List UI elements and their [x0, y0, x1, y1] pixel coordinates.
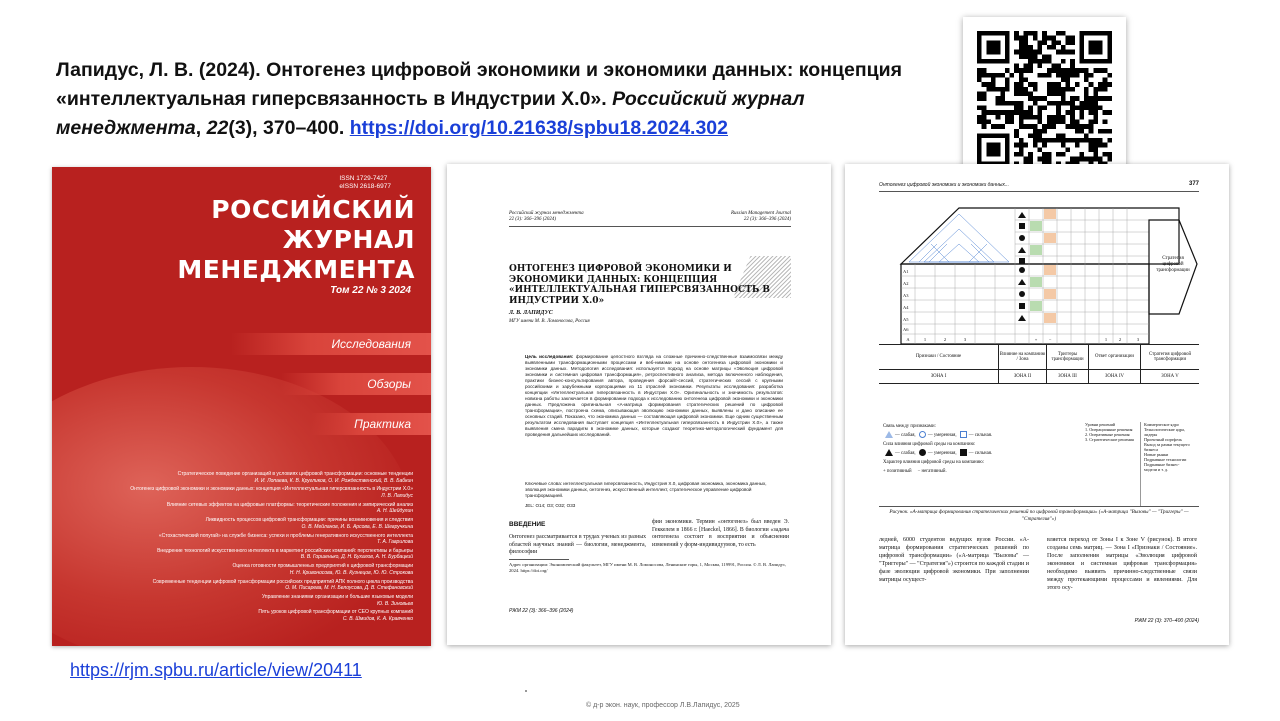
matrix-row-label: A1: [903, 269, 909, 274]
cover-article: [60, 533, 413, 546]
article-abstract: [525, 354, 783, 438]
page-running-header: Онтогенез цифровой экономики и экономики данных...: [879, 182, 1010, 188]
matrix-zone-table: [879, 344, 1199, 384]
cover-article-title: Онтогенез цифровой экономики и экономики данных: концепция «Интеллектуальная гиперсвязанность в Индустрии Х.0»: [130, 486, 413, 493]
cover-article-authors: О. М. Писарева, М. Н. Белоусова, Д. В. Стефановский: [285, 585, 413, 592]
caption-divider: [879, 506, 1199, 507]
matrix-legend: [883, 422, 1059, 476]
zone-item: Технологические ядра, лидеры: [1144, 427, 1185, 437]
legend-moderate: — умеренная,: [927, 433, 957, 438]
intro-column-right: фии экономики. Термин «онтогенез» был введен Э. Геккелем в 1866 г. [Haeckel, 1866]. В биологии «задача онтогенеза состоит в восприятии и объяснении изменений у форм-индивидуумов, то есть: [652, 519, 789, 548]
matrix-row-labels: [903, 269, 909, 332]
zone-item: Уровни решений: [1085, 422, 1116, 427]
citation-sep: ,: [195, 117, 207, 139]
journal-name-en: Russian Management Journal: [731, 211, 791, 216]
matrix-row-label: A3: [903, 293, 909, 298]
zone-details: [1085, 422, 1199, 506]
cover-article-title: Влияние сетевых эффектов на цифровые платформы: теоретические положения и эмпирический анализ: [166, 501, 413, 508]
matrix-bottom-label: 1: [923, 337, 927, 342]
legend-force-row: [883, 449, 1059, 458]
intro-heading: ВВЕДЕНИЕ: [509, 521, 546, 528]
matrix-bottom-label: −: [1048, 337, 1052, 342]
cover-article: [60, 502, 413, 515]
citation-issue-pages: (3), 370–400.: [228, 117, 350, 139]
page-folio: РЖМ 22 (3): 370–400 (2024): [1134, 618, 1199, 624]
cover-article-authors: И. И. Лопаева, К. В. Кругликов, О. И. Рождественский, В. В. Бабкин: [254, 477, 413, 484]
cover-issn: [339, 175, 391, 191]
citation-volume: 22: [206, 117, 229, 139]
legend-moderate: — умеренная,: [927, 451, 957, 456]
cover-article: [60, 609, 413, 622]
zone-header-cell: Триггеры трансформации: [1047, 345, 1089, 369]
cover-article-title: Ликвидность процессов цифровой трансформации: причины возникновения и следствия: [205, 517, 413, 524]
article-title: ОНТОГЕНЕЗ ЦИФРОВОЙ ЭКОНОМИКИ И ЭКОНОМИКИ ДАННЫХ: КОНЦЕПЦИЯ «ИНТЕЛЛЕКТУАЛЬНАЯ ГИПЕРСВЯЗАННОСТЬ В ИНДУСТРИИ Х.0»: [509, 264, 771, 306]
zone-v-details: [1140, 422, 1195, 506]
legend-links-title: Связь между признаками:: [883, 424, 936, 429]
article-figure-page: [845, 164, 1229, 645]
body-column-left: ледней, 6000 студентов ведущих вузов России. «А-матрица формирования стратегических решений по цифровой трансформации» («А-матрица "Вызовы" — "Триггеры" — "Стратегия"») строится по каждой стадии и фазе эволюции цифровой экономики. При заполнении матрицы осущест-: [879, 537, 1029, 583]
zone-cell: ЗОНА V: [1161, 374, 1179, 379]
footnote-divider: [509, 559, 569, 560]
cover-section-research: Исследования: [231, 333, 431, 355]
legend-char-row: [883, 467, 1059, 476]
zone-cell: ЗОНА III: [1047, 370, 1089, 383]
cover-article: [60, 517, 413, 530]
cover-title-line: МЕНЕДЖМЕНТА: [177, 255, 415, 284]
moderate-link-icon: [919, 431, 926, 438]
article-author: Л. В. ЛАПИДУС: [509, 310, 553, 316]
matrix-bottom-label: 2: [943, 337, 947, 342]
article-keywords: Ключевые слова: интеллектуальная гиперсвязанность, Индустрия Х.0, цифровая экономика, экономика данных, эволюция экономики данных, онтогенез, искусственный интеллект, стратегическое управление цифровой трансформацией.: [525, 481, 767, 498]
citation-authors-title: Лапидус, Л. В. (2024). Онтогенез цифровой экономики и экономики данных: концепция «интеллектуальная гиперсвязанность в Индустрии Х.0».: [56, 59, 902, 110]
cover-article-authors: А. Н. Шейдулин: [376, 508, 413, 515]
cover-article: [60, 548, 413, 561]
article-jel: JEL: O14; O3; O32; O33: [525, 503, 576, 508]
doi-link[interactable]: https://doi.org/10.21638/spbu18.2024.302: [349, 117, 728, 139]
zone-header-cell: Ответ организации: [1089, 345, 1141, 369]
legend-char-title: Характер влияния цифровой среды на компанию:: [883, 460, 985, 465]
zone-item: Выход за рамки текущего бизнеса: [1144, 442, 1190, 452]
journal-issue-en: 22 (3): 366–396 (2024): [743, 217, 791, 222]
cover-article-authors: С. В. Шмидов, К. А. Кравченко: [342, 615, 413, 622]
matrix-bottom-labels: [906, 337, 1140, 342]
cover-article-title: Управление знаниями организации и большие языковые модели: [261, 594, 413, 600]
copyright-notice: © д-р экон. наук, профессор Л.В.Лапидус, 2025: [586, 702, 740, 709]
zone-header-cell: Признаки / Состояние: [879, 345, 999, 369]
cover-article-title: Современные тенденции цифровой трансформации российских предприятий АПК полного цикла производства: [152, 578, 413, 585]
zone-table-header: [879, 344, 1199, 370]
article-web-link[interactable]: https://rjm.spbu.ru/article/view/20411: [70, 660, 362, 680]
article-affiliation: МГУ имени М. В. Ломоносова, Россия: [509, 319, 590, 324]
cover-title-line: РОССИЙСКИЙ: [211, 195, 415, 224]
figure-caption: Рисунок. «А-матрица формирования стратегических решений по цифровой трансформации» («А-матрица "Вызовы" — "Триггеры" — "Стратегия"»): [889, 509, 1189, 522]
header-divider: [879, 191, 1199, 192]
matrix-influence-symbols: [1018, 212, 1026, 321]
cover-article-authors: В. В. Горшенько, Д. Н. Бухалов, А. Н. Бурбацкий: [300, 554, 413, 561]
zone-header-cell: Стратегия цифровой трансформации: [1148, 351, 1192, 362]
cover-article-title: «Стохастический попугай» на службе бизнеса: успехи и проблемы генеративного искусственного интеллекта: [158, 532, 413, 539]
matrix-row-label: A4: [903, 305, 909, 310]
a-matrix-diagram: [879, 204, 1199, 344]
zone-item: 3. Стратегические решения: [1085, 437, 1134, 442]
matrix-strategy-label-1: Стратегия цифровой трансформации: [1156, 256, 1190, 273]
cover-article-title: Пять уроков цифровой трансформации от СЕО крупных компаний: [258, 609, 413, 616]
legend-negative: − негативный.: [917, 469, 947, 474]
qr-code: [963, 17, 1126, 180]
legend-positive: + позитивный: [883, 469, 912, 474]
article-first-page: [447, 164, 831, 645]
moderate-force-icon: [919, 449, 926, 456]
page-header-right: [731, 211, 791, 223]
zone-cell: ЗОНА I: [879, 370, 999, 383]
zone-item: Подрывные бизнес-модели и т. д.: [1144, 462, 1180, 472]
legend-weak: — слабая,: [895, 433, 916, 438]
matrix-bottom-label: 3: [1136, 337, 1140, 342]
cover-section-reviews: Обзоры: [281, 373, 431, 395]
cover-section-practice: Практика: [311, 413, 431, 435]
journal-name-ru: Российский журнал менеджмента: [509, 211, 584, 216]
cover-article-authors: Л. В. Лапидус: [381, 492, 413, 499]
cover-article-authors: Н. Н. Кривоносова, Ю. В. Кузнецов, Ю. Ю. Строкова: [289, 569, 413, 576]
matrix-roof-links: [909, 214, 1009, 262]
cover-article: [60, 579, 413, 592]
abstract-label: Цель исследования:: [525, 354, 574, 359]
cover-article-title: Внедрение технологий искусственного интеллекта в маркетинг российских компаний: перспективы и барьеры: [157, 547, 413, 554]
matrix-bottom-label: A: [906, 337, 910, 342]
zone-item: Проектный портфель: [1144, 437, 1183, 442]
zone-header-cell: Влияние на компанию / Зона: [999, 345, 1047, 369]
journal-issue-ru: 22 (3): 366–396 (2024): [509, 217, 557, 222]
legend-strong: — сильная.: [968, 451, 993, 456]
matrix-orange-cells: [1044, 209, 1056, 323]
legend-weak: — слабая,: [895, 451, 916, 456]
cover-article-title: Оценка готовности промышленных предприятий к цифровой трансформации: [232, 563, 413, 570]
matrix-bottom-label: 2: [1118, 337, 1122, 342]
legend-force-title: Сила влияния цифровой среды на компанию:: [883, 442, 976, 447]
stray-dot: [525, 690, 527, 692]
legend-links-row: [883, 431, 1059, 440]
cover-issn-print: ISSN 1729-7427: [339, 175, 388, 182]
matrix-row-label: A6: [903, 327, 909, 332]
cover-article: [60, 594, 413, 607]
matrix-row-label: A5: [903, 317, 909, 322]
cover-volume: Том 22 № 3 2024: [330, 285, 411, 296]
zone-cell: ЗОНА IV: [1089, 370, 1141, 383]
zone-item: 2. Оперативные решения: [1085, 432, 1130, 437]
body-column-right: вляется переход от Зоны I к Зоне V (рисунок). В итоге созданы семь матриц. — Зона I «Признаки / Состояние». После заполнения матрицы «Эволюция цифровой экономики и системная цифровая трансформация» необходимо выявить причинно-следственные связи между протекающими процессами и явлениями. Для этого осу-: [1047, 537, 1197, 591]
cover-title: [177, 195, 415, 285]
weak-force-icon: [885, 449, 893, 456]
matrix-green-cells: [1030, 221, 1042, 311]
zone-iv-details: [1085, 422, 1140, 506]
cover-article-authors: Ю. В. Зиновьев: [376, 600, 413, 607]
citation-journal: Российский журнал менеджмента: [56, 88, 805, 139]
cover-article: [60, 471, 413, 484]
zone-item: Новые рынки: [1144, 452, 1169, 457]
journal-cover: [52, 167, 431, 646]
page-header-left: [509, 211, 584, 223]
cover-article-authors: Т. А. Гаврилова: [377, 539, 413, 546]
qr-code-icon: [977, 31, 1112, 166]
strong-link-icon: [960, 431, 967, 438]
header-divider: [509, 226, 791, 227]
zone-item: 1. Операционные решения: [1085, 427, 1133, 432]
citation-text: [56, 56, 946, 143]
cover-issn-electronic: eISSN 2618-6977: [339, 183, 391, 190]
strong-force-icon: [960, 449, 967, 456]
zone-cell: ЗОНА II: [999, 370, 1047, 383]
matrix-strategy-arrow: [1149, 220, 1197, 314]
zone-table-row: [879, 370, 1199, 384]
page-footnote: Адрес организации: Экономический факультет, МГУ имени М. В. Ломоносова, Ленинские горы, 1, Москва, 119991, Россия. © Л. В. Лапидус, 2024. https://doi.org/: [509, 562, 787, 573]
page-number: 377: [1188, 181, 1199, 187]
cover-title-line: ЖУРНАЛ: [282, 225, 415, 254]
cover-article-list: [60, 471, 413, 625]
matrix-bottom-label: 3: [963, 337, 967, 342]
cover-article-title: Стратегическое поведение организаций в условиях цифровой трансформации: основные тенденции: [177, 471, 413, 477]
cover-article-authors: О. В. Мейланов, И. Б. Арсова, Е. В. Шевручкина: [301, 523, 413, 530]
zone-item: Подрывные технологии: [1144, 457, 1187, 462]
weak-link-icon: [885, 431, 893, 438]
page-folio: РЖМ 22 (3): 366–396 (2024): [509, 608, 574, 614]
cover-article: [60, 563, 413, 576]
matrix-bottom-label: +: [1034, 337, 1038, 342]
cover-article: [60, 486, 413, 499]
matrix-bottom-label: 1: [1104, 337, 1108, 342]
abstract-text: формирование целостного взгляда на сложные причинно-следственные взаимосвязи между выявленными трансформационными процессами и веб-нимами на основе онтогенеза цифровой экономики и экономики данных. Методология исследования: используется подход на основе матрицы «Эволюция цифровой экономики и системная цифровая трансформация», ретроспективного анализа, метода включенного наблюдения, практики бизнес-консультирования автора, проведения форсайт-сессий, стратегических сессий с крупными российскими и зарубежными корпорациями из 11 отраслей экономики. Результаты исследования: разработка концепции «Интеллектуальная гиперсвязанность в Индустрии Х.0». Оригинальность и значимость результатов: новизна работы заключается в формировании подхода к исследованию онтогенеза цифровой экономики и экономики данных. Предложена оригинальная «А-матрица формирования стратегических решений по цифровой трансформации», построена схема, описывающая эволюцию экономики данных, выявлены и дано описание ее основных стадий. Показано, что экономика данных — составляющая цифровой экономики. Еще одним существенным результатом исследования выступает концепция «Интеллектуальная гиперсвязанность в Индустрии Х.0», а также выявления смена парадигм в экономике данных, которые создают теоретико-методологический фундамент для проведения дальнейших исследований.: [525, 354, 783, 437]
intro-column-left: Онтогенез рассматривается в трудах ученых из разных областей научных знаний — биологии, менеджмента, философии: [509, 534, 646, 556]
legend-strong: — сильная.: [968, 433, 993, 438]
zone-item: Коммерческое ядро: [1144, 422, 1179, 427]
matrix-row-label: A2: [903, 281, 909, 286]
